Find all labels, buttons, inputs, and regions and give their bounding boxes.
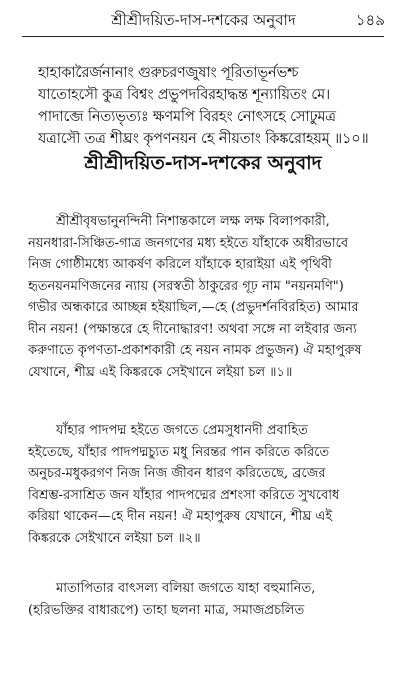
- paragraph-line: কিঙ্করকে সেইখানে লইয়া চল ॥২॥: [28, 530, 201, 546]
- paragraph-2: [28, 420, 380, 549]
- sanskrit-verse: [38, 62, 378, 150]
- paragraph-line: করিয়া থাকেন—হে দীন নয়ন! ঐ মহাপুরুষ যেখানে, শীঘ্র এই: [28, 509, 333, 524]
- page-number: ১৪৯: [355, 11, 385, 29]
- paragraph-line: নিজ গোষ্ঠীমধ্যে আকর্ষণ করিলে যাঁহাকে হারাইয়া এই পৃথিবী: [28, 257, 332, 272]
- paragraph-line: বিশ্রম্ভ-রসাশ্রিত জন যাঁহার পাদপদ্মের প্রশংসা করিতে সুখবোধ: [28, 487, 340, 503]
- paragraph-line: যাঁহার পাদপদ্ম হইতে জগতে প্রেমসুধানদী প্রবাহিত: [56, 423, 308, 438]
- header-rule: [22, 36, 384, 37]
- paragraph-line: হইতেছে, যাঁহার পাদপদ্মচ্যুত মধু নিরন্তর পান করিতে করিতে: [28, 444, 330, 460]
- paragraph-1: [28, 211, 380, 383]
- paragraph-line: যেখানে, শীঘ্র এই কিঙ্করকে সেইখানে লইয়া চল ॥১॥: [28, 364, 293, 380]
- paragraph-3: [28, 578, 380, 621]
- paragraph-line: অনুচর-মধুকরগণ নিজ নিজ জীবন ধারণ করিতেছে, ব্রজের: [28, 466, 326, 481]
- verse-line: হাহাকারৈর্জনানাং গুরুচরণজুষাং পূরিতাভূর্নভশ্চ: [38, 65, 299, 81]
- paragraph-line: (হরিভক্তির বাধারূপে) তাহা ছলনা মাত্র, সমাজপ্রচলিত: [28, 602, 305, 618]
- paragraph-line: নয়নধারা-সিঞ্চিত-গাত্র জনগণের মধ্য হইতে যাঁহাকে অধীরভাবে: [28, 235, 349, 251]
- paragraph-line: হৃতনয়নমণিজনের ন্যায় (সরস্বতী ঠাকুরের গূঢ় নাম "নয়নমণি"): [28, 278, 344, 294]
- running-header: [22, 10, 385, 32]
- paragraph-line: মাতাপিতার বাৎসল্য বলিয়া জগতে যাহা বহুমানিত,: [56, 581, 316, 596]
- running-title: শ্রীশ্রীদয়িত-দাস-দশকের অনুবাদ: [111, 11, 296, 29]
- paragraph-line: দীন নয়ন! (পক্ষান্তরে হে দীনোদ্ধারণ! অথবা সঙ্গে না লইবার জন্য: [28, 321, 357, 337]
- section-heading: শ্রীশ্রীদয়িত-দাস-দশকের অনুবাদ: [84, 152, 322, 174]
- verse-line: যাতোহসৌ কুত্র বিশ্বং প্রভুপদবিরহাদ্ধন্ত শূন্যায়িতং মে।: [38, 87, 330, 103]
- paragraph-line: করুণাতে কৃপণতা-প্রকাশকারী হে নয়ন নামক প্রভুজন) ঐ মহাপুরুষ: [28, 343, 362, 358]
- paragraph-line: গভীর অন্ধকারে আচ্ছন্ন হইয়াছিল,—হে (প্রভুদর্শনবিরহিত) আমার: [28, 300, 359, 315]
- verse-line: যত্রাসৌ তত্র শীঘ্রং কৃপণনয়ন হে নীয়তাং কিঙ্করোহয়ম্‌ ॥১০॥: [38, 131, 369, 147]
- verse-line: পাদাব্জে নিত্যভৃত্যঃ ক্ষণমপি বিরহং নোৎসহে সোঢুমত্র: [38, 109, 336, 125]
- paragraph-line: শ্রীশ্রীবৃষভানুনন্দিনী নিশান্তকালে লক্ষ লক্ষ বিলাপকারী,: [56, 214, 330, 229]
